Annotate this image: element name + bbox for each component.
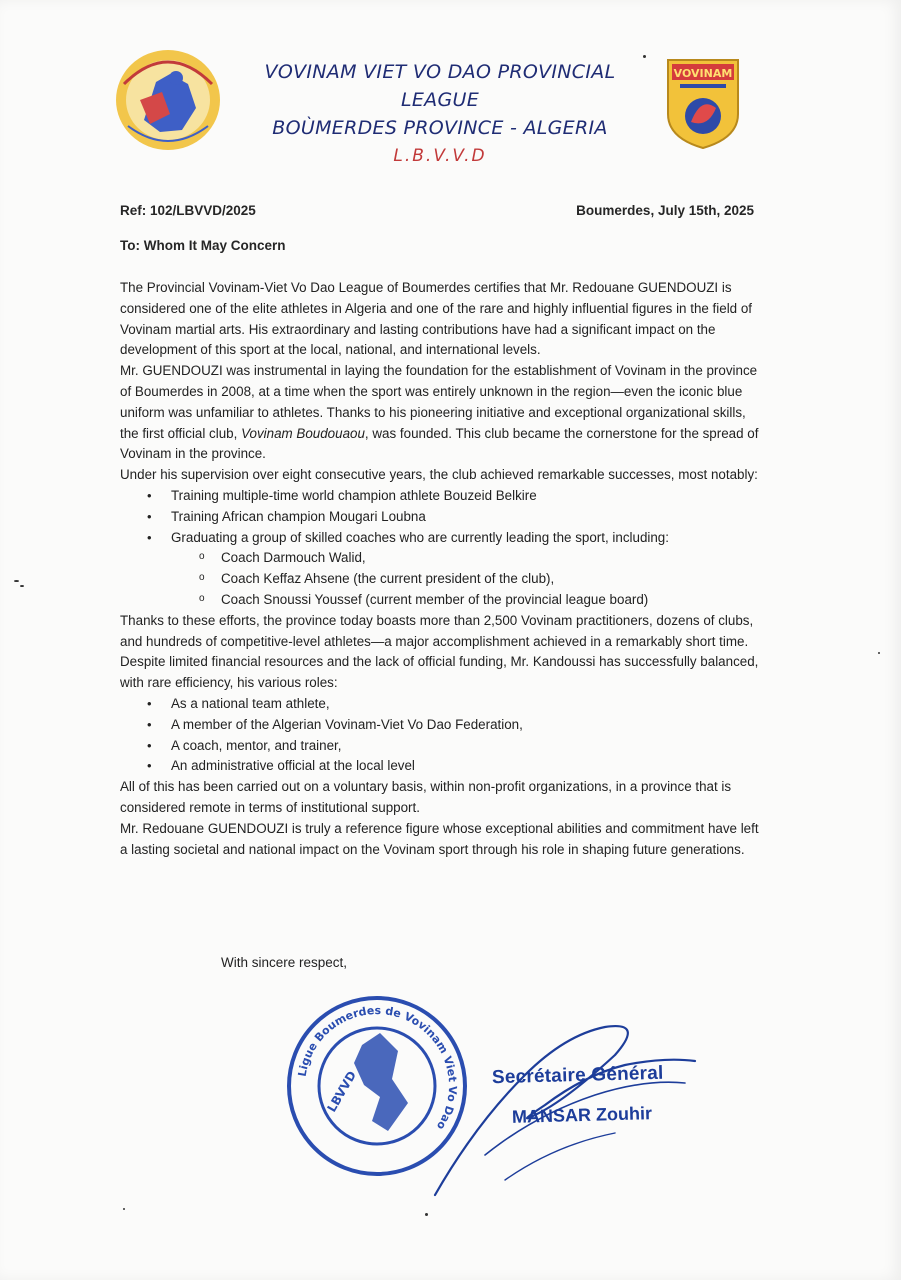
- reference-number: Ref: 102/LBVVD/2025: [120, 203, 256, 218]
- signatory-title: Secrétaire Général: [491, 1062, 664, 1089]
- list-item: • Graduating a group of skilled coaches who are currently leading the sport, including:: [120, 528, 760, 549]
- league-logo-icon: [110, 44, 226, 156]
- roles-list: [120, 694, 760, 777]
- league-acronym: L.B.V.V.D: [393, 146, 487, 166]
- scan-speck: [425, 1213, 428, 1216]
- letter-body: [120, 278, 760, 860]
- paragraph-foundation-end: , was founded. This club became the cornerstone for the spread of Vovinam in the province.: [120, 425, 759, 462]
- list-item: • Training multiple-time world champion athlete Bouzeid Belkire: [120, 486, 760, 507]
- paragraph-foundation-text: Mr. GUENDOUZI was instrumental in laying the foundation for the establishment of Vovinam in the province of Boumerdes in 2008, at a time when the sport was entirely unknown in the region—even the iconic blue uniform was unfamiliar to athletes. Thanks to his pioneering initiative and exceptional organizational skills, the first official club,: [120, 363, 758, 441]
- stamp-center-text: LBVVD: [324, 1068, 360, 1115]
- list-item: • A coach, mentor, and trainer,: [120, 736, 760, 757]
- paragraph-foundation: [120, 361, 760, 465]
- league-title: VOVINAM VIET VO DAO PROVINCIAL LEAGUE: [264, 61, 616, 111]
- list-item: • Training African champion Mougari Loubna: [120, 507, 760, 528]
- closing-line: With sincere respect,: [221, 955, 348, 970]
- paragraph-roles: Despite limited financial resources and the lack of official funding, Mr. Kandoussi has successfully balanced, with rare efficiency, his various roles:: [120, 654, 759, 691]
- scan-speck: [123, 1208, 125, 1210]
- signatory-name: MANSAR Zouhir: [511, 1103, 653, 1127]
- scan-speck: [14, 580, 19, 582]
- club-name: Vovinam Boudouaou: [241, 425, 365, 441]
- letterhead: [230, 58, 650, 170]
- list-item: o Coach Keffaz Ahsene (the current president of the club),: [120, 569, 760, 590]
- stamp-ring-text: Ligue Boumerdes de Vovinam Viet Vo Dao: [295, 1003, 460, 1133]
- letter-date: Boumerdes, July 15th, 2025: [576, 203, 754, 218]
- list-item: • An administrative official at the local level: [120, 756, 760, 777]
- scan-speck: [878, 652, 880, 654]
- vovinam-emblem-icon: [664, 56, 742, 150]
- salutation: To: Whom It May Concern: [120, 238, 286, 253]
- province-title: BOÙMERDES PROVINCE - ALGERIA: [272, 117, 608, 139]
- paragraph-conclusion: Mr. Redouane GUENDOUZI is truly a reference figure whose exceptional abilities and commitment have left a lasting societal and national impact on the Vovinam sport through his role in shaping future generations.: [120, 820, 759, 857]
- achievements-list: [120, 486, 760, 611]
- list-item: • As a national team athlete,: [120, 694, 760, 715]
- list-item: • A member of the Algerian Vovinam-Viet Vo Dao Federation,: [120, 715, 760, 736]
- paragraph-intro: The Provincial Vovinam-Viet Vo Dao League of Boumerdes certifies that Mr. Redouane GUENDOUZI is considered one of the elite athletes in Algeria and one of the rare and highly influential figures in the field of Vovinam martial arts. His extraordinary and lasting contributions have had a significant impact on the development of this sport at the local, national, and international levels.: [120, 280, 753, 358]
- scan-speck: [643, 55, 646, 58]
- paragraph-results: Thanks to these efforts, the province today boasts more than 2,500 Vovinam practitioners, dozens of clubs, and hundreds of competitive-level athletes—a major accomplishment achieved in a remarkably short time.: [120, 612, 754, 649]
- emblem-text: VOVINAM: [673, 67, 733, 80]
- list-item: o Coach Darmouch Walid,: [120, 548, 760, 569]
- paragraph-voluntary: All of this has been carried out on a voluntary basis, within non-profit organizations, in a province that is considered remote in terms of institutional support.: [120, 779, 732, 815]
- list-item: o Coach Snoussi Youssef (current member of the provincial league board): [120, 590, 760, 611]
- paragraph-supervision: Under his supervision over eight consecutive years, the club achieved remarkable successes, most notably:: [120, 467, 758, 483]
- scan-speck: [20, 585, 24, 587]
